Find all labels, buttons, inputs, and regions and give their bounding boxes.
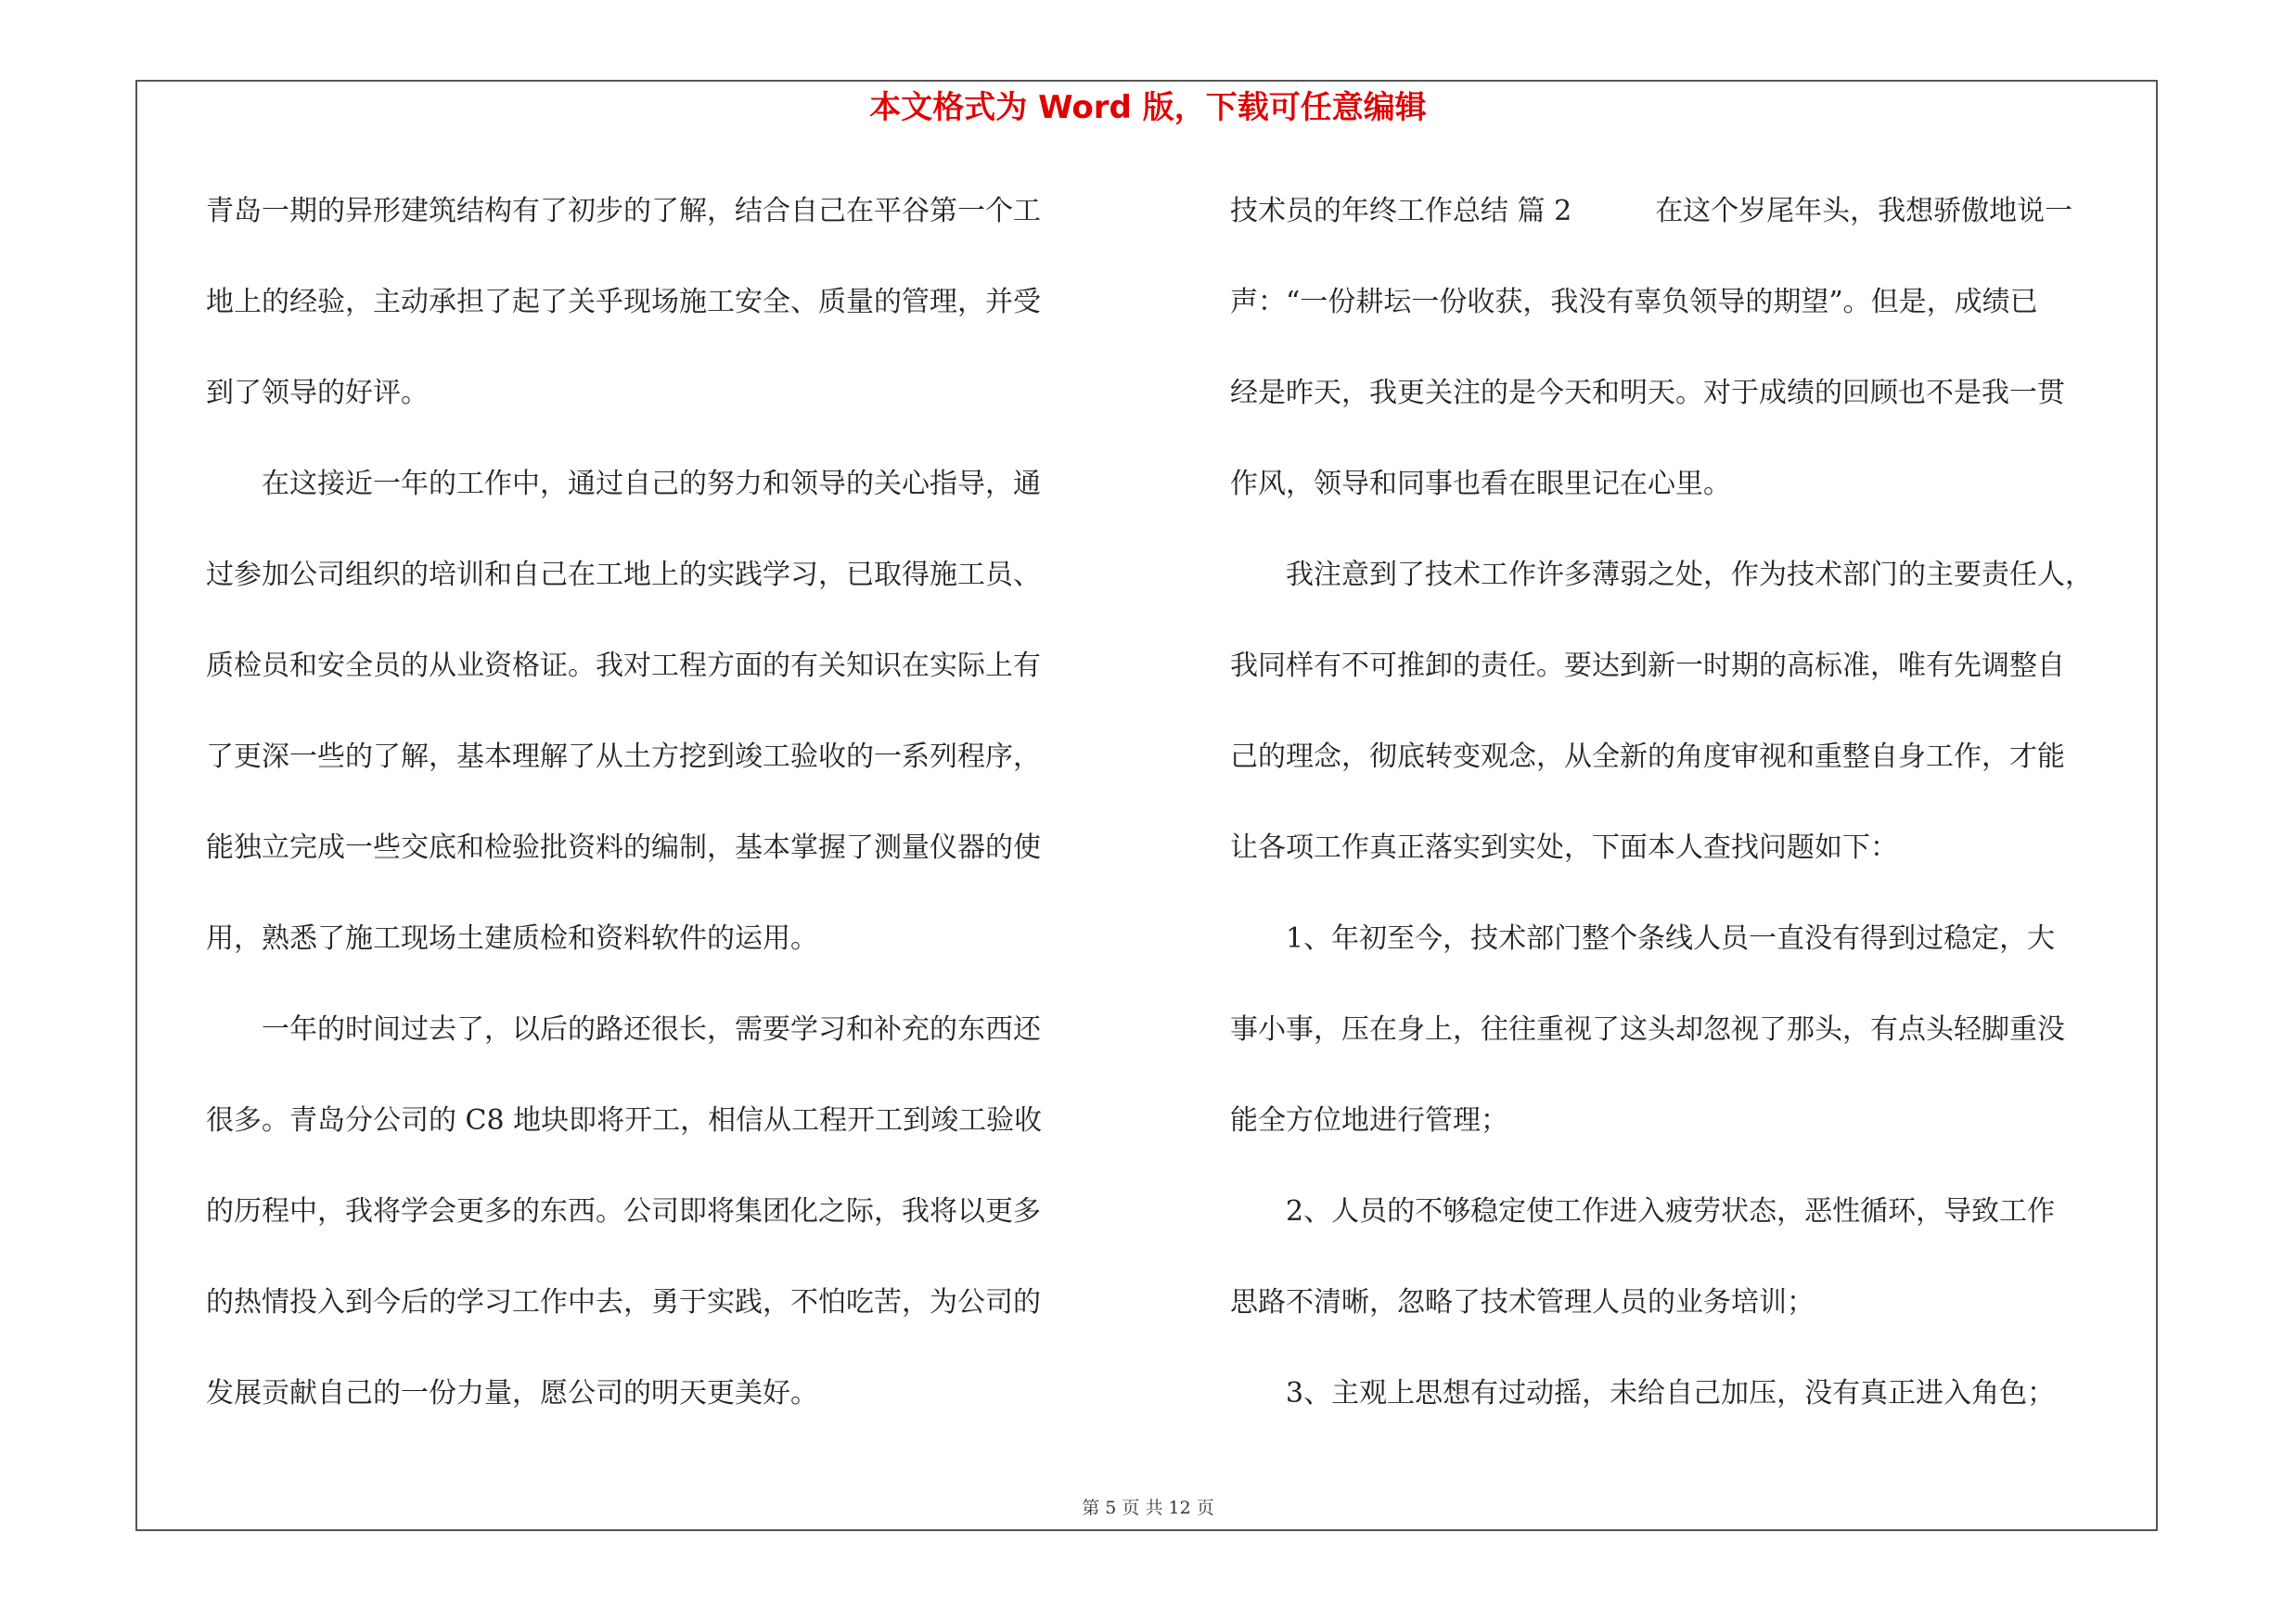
text-line: 的热情投入到今后的学习工作中去，勇于实践，不怕吃苦，为公司的 xyxy=(206,1286,1041,1319)
right-column xyxy=(1230,181,2167,1454)
text-line: 地上的经验，主动承担了起了关乎现场施工安全、质量的管理，并受 xyxy=(206,286,1041,318)
text-line: 到了领导的好评。 xyxy=(206,377,429,409)
text-line: 2、人员的不够稳定使工作进入疲劳状态，恶性循环，导致工作 xyxy=(1230,1195,2056,1228)
text-line: 思路不清晰，忽略了技术管理人员的业务培训； xyxy=(1230,1286,1815,1319)
text-line: 能独立完成一些交底和检验批资料的编制，基本掌握了测量仪器的使 xyxy=(206,831,1041,864)
left-column xyxy=(206,181,1143,1454)
text-line: 经是昨天，我更关注的是今天和明天。对于成绩的回顾也不是我一贯 xyxy=(1230,377,2065,409)
text-line: 质检员和安全员的从业资格证。我对工程方面的有关知识在实际上有 xyxy=(206,650,1041,682)
text-line: 的历程中，我将学会更多的东西。公司即将集团化之际，我将以更多 xyxy=(206,1195,1041,1228)
text-line: 很多。青岛分公司的 C8 地块即将开工，相信从工程开工到竣工验收 xyxy=(206,1104,1043,1137)
text-line: 3、主观上思想有过动摇，未给自己加压，没有真正进入角色； xyxy=(1230,1377,2056,1410)
text-line: 一年的时间过去了，以后的路还很长，需要学习和补充的东西还 xyxy=(206,1013,1041,1046)
page-number: 第 5 页 共 12 页 xyxy=(1082,1498,1214,1518)
text-line: 我注意到了技术工作许多薄弱之处，作为技术部门的主要责任人， xyxy=(1230,559,2093,591)
text-line: 让各项工作真正落实到实处，下面本人查找问题如下： xyxy=(1230,831,1898,864)
text-line: 作风，领导和同事也看在眼里记在心里。 xyxy=(1230,468,1731,500)
text-line: 我同样有不可推卸的责任。要达到新一时期的高标准，唯有先调整自 xyxy=(1230,650,2065,682)
text-line: 青岛一期的异形建筑结构有了初步的了解，结合自己在平谷第一个工 xyxy=(206,195,1041,227)
text-line: 技术员的年终工作总结 篇 2 在这个岁尾年头，我想骄傲地说一 xyxy=(1230,195,2073,227)
text-line: 己的理念，彻底转变观念，从全新的角度审视和重整自身工作，才能 xyxy=(1230,741,2065,773)
text-line: 用，熟悉了施工现场土建质检和资料软件的运用。 xyxy=(206,922,818,955)
text-line: 过参加公司组织的培训和自己在工地上的实践学习，已取得施工员、 xyxy=(206,559,1041,591)
text-line: 发展贡献自己的一份力量，愿公司的明天更美好。 xyxy=(206,1377,818,1410)
format-banner: 本文格式为 Word 版，下载可任意编辑 xyxy=(869,89,1427,126)
text-line: 声：“一份耕坛一份收获，我没有辜负领导的期望”。但是，成绩已 xyxy=(1230,286,2038,318)
text-line: 1、年初至今，技术部门整个条线人员一直没有得到过稳定，大 xyxy=(1230,922,2056,955)
text-line: 在这接近一年的工作中，通过自己的努力和领导的关心指导，通 xyxy=(206,468,1041,500)
text-line: 了更深一些的了解，基本理解了从土方挖到竣工验收的一系列程序， xyxy=(206,741,1041,773)
text-line: 事小事，压在身上，往往重视了这头却忽视了那头，有点头轻脚重没 xyxy=(1230,1013,2065,1046)
text-line: 能全方位地进行管理； xyxy=(1230,1104,1508,1137)
